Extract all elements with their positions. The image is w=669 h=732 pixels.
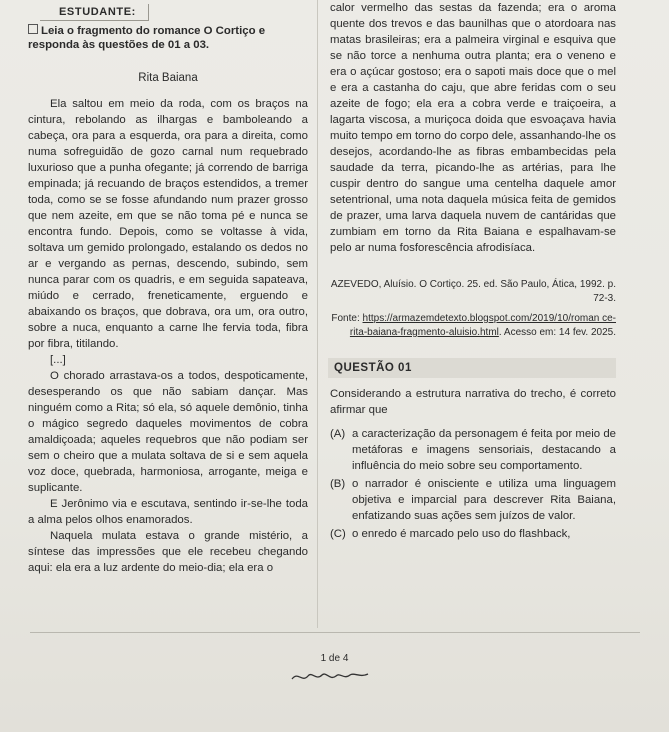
option-key: (B) (330, 478, 346, 490)
intro-instruction: Leia o fragmento do romance O Cortiço e responda às questões de 01 a 03. (28, 25, 266, 51)
footer-divider (30, 632, 640, 633)
option-key: (A) (330, 428, 346, 440)
paragraph-1: Ela saltou em meio da roda, com os braços na cintura, rebolando as ilhargas e bamboleando a cabeça, ora para a esquerda, ora para a direita, como numa sofreguidão de gozo carnal num requebrado luxurioso que a punha ofegante; já correndo de barriga empinada; já recuando de braços estendidos, a tremer toda, como se se fosse afundando num prazer grosso que nem azeite, em que se não toma pé e nunca se encontra fundo. Depois, como se voltasse à vida, soltava um gemido prolongado, estalando os dedos no ar e vergando as pernas, descendo, subindo, sem nunca parar com os quadris, e em seguida sapateava, miúdo e cerrado, freneticamente, erguendo e abaixando os braços, que dobrava, ora um, ora outro, sobre a nuca, enquanto a carne lhe fervia toda, fibra por fibra, titilando. (28, 98, 308, 350)
excerpt-title: Rita Baiana (138, 72, 198, 84)
paragraph-continuation: calor vermelho das sestas da fazenda; era o aroma quente dos trevos e das baunilhas que o atordoara nas matas brasileiras; era a palmeira virginal e esquiva que se não torce a nenhuma outra planta; era o veneno e era o açúcar gostoso; era o sapoti mais doce que o mel e era a castanha do caju, que abre feridas com o seu azeite de fogo; ela era a cobra verde e traiçoeira, a lagarta viscosa, a muriçoca doida que esvoaçava havia muito tempo em torno do corpo dele, assanhando-lhe os desejos, acordando-lhe as fibras embambecidas pela saudade da terra, picando-lhe as artérias, para lhe cuspir dentro do sangue uma centelha daquele amor setentrional, uma nota daquela música feita de gemidos de prazer, uma larva daquela nuvem de cantáridas que zumbiam em torno da Rita Baiana e espalhavam-se pelo ar numa fosforescência afrodisíaca. (330, 2, 616, 254)
ellipsis: [...] (50, 354, 66, 366)
left-column (28, 24, 308, 576)
source-line: Fonte: https://armazemdetexto.blogspot.com/2019/10/roman ce-rita-baiana-fragmento-aluisio.html. Acesso em: 14 fev. 2025. (331, 313, 616, 338)
question-prompt: Considerando a estrutura narrativa do trecho, é correto afirmar que (330, 388, 616, 416)
option-text: o narrador é onisciente e utiliza uma linguagem objetiva e imparcial para descrever Rita Baiana, enfatizando suas ações sem juízos de valor. (352, 478, 616, 522)
paragraph-4: Naquela mulata estava o grande mistério, a síntese das impressões que ele recebeu chegando aqui: ela era a luz ardente do meio-dia; ela era o (28, 530, 308, 574)
signature-scribble-icon (290, 667, 380, 685)
option-text: a caracterização da personagem é feita por meio de metáforas e imagens sensoriais, destacando a influência do meio sobre seu comportamento. (352, 428, 616, 472)
paragraph-2: O chorado arrastava-os a todos, despoticamente, desesperando os que não sabiam dançar. Mas ninguém como a Rita; só ela, só aquele demônio, tinha o mágico segredo daqueles movimentos de cobra amaldiçoada; aqueles requebros que não podiam ser sem o cheiro que a mulata soltava de si e sem aquela voz doce, quebrada, harmoniosa, arrogante, meiga e suplicante. (28, 370, 308, 494)
source-link[interactable]: https://armazemdetexto.blogspot.com/2019/10/roman ce-rita-baiana-fragmento-aluisio.html (349, 313, 616, 338)
option-c[interactable] (330, 526, 616, 542)
option-b[interactable] (330, 476, 616, 524)
citation: AZEVEDO, Aluísio. O Cortiço. 25. ed. São Paulo, Ática, 1992. p. 72-3. (330, 279, 616, 304)
option-key: (C) (330, 528, 346, 540)
column-divider (317, 0, 318, 628)
question-title: QUESTÃO 01 (328, 358, 616, 378)
page-number: 1 de 4 (320, 653, 349, 664)
checkbox-icon (28, 24, 38, 34)
option-a[interactable] (330, 426, 616, 474)
right-column (330, 0, 616, 544)
paragraph-3: E Jerônimo via e escutava, sentindo ir-se-lhe toda a alma pelos olhos enamorados. (28, 498, 308, 526)
option-text: o enredo é marcado pelo uso do flashback, (352, 528, 571, 540)
student-label: ESTUDANTE: (59, 6, 136, 18)
